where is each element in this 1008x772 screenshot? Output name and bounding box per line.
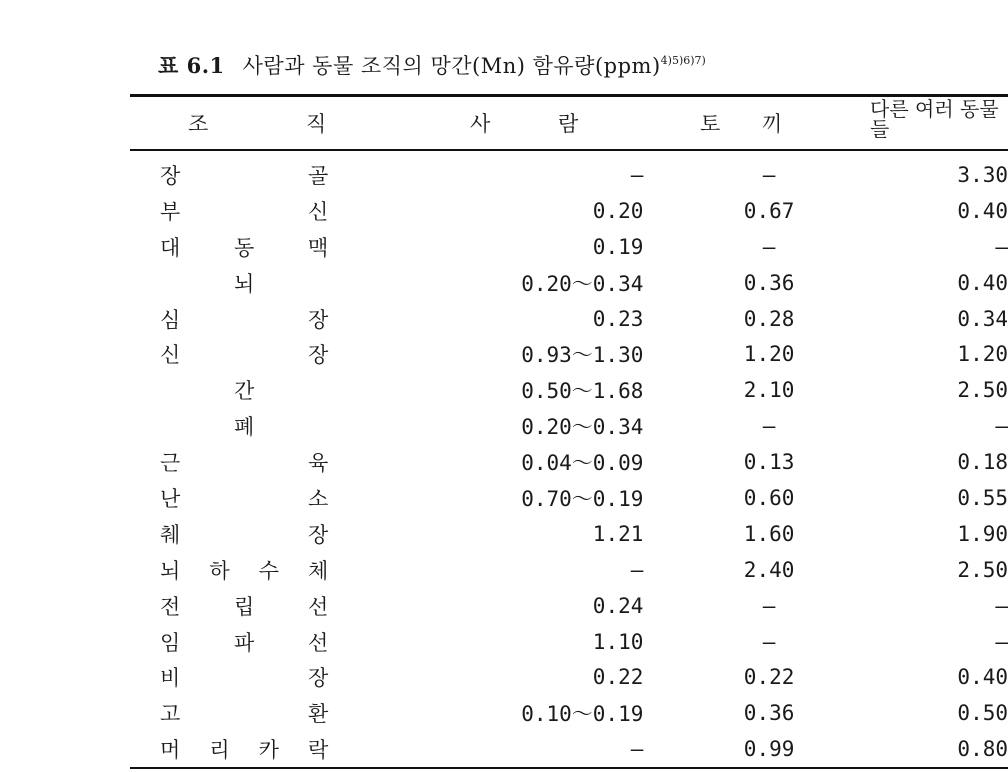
table-row — [130, 552, 1008, 588]
header-tissue — [130, 108, 360, 136]
tissue-cell — [130, 480, 371, 516]
tissue-char: 선 — [308, 630, 329, 655]
table-row — [130, 372, 1008, 408]
spacer — [371, 408, 486, 444]
tissue-cell — [130, 552, 371, 588]
spacer — [371, 659, 486, 695]
table-row — [130, 265, 1008, 301]
tissue-char: 장 — [308, 343, 329, 368]
tissue-char: 동 — [234, 235, 255, 260]
human-value-cell: — — [630, 162, 644, 187]
spacer — [643, 408, 706, 444]
header-char: 조 — [188, 112, 209, 136]
spacer — [643, 731, 706, 767]
spacer — [643, 193, 706, 229]
header-other-animals: 다른 여러 동물들 — [870, 97, 999, 141]
tissue-char: 신 — [160, 343, 181, 368]
tissue-char: 폐 — [234, 415, 255, 440]
spacer — [371, 624, 486, 660]
tissue-cell — [130, 444, 371, 480]
spacer — [643, 444, 706, 480]
tissue-char: 근 — [160, 451, 181, 476]
table-row — [130, 444, 1008, 480]
human-value-cell: 0.50～1.68 — [521, 379, 644, 404]
tissue-char: 락 — [308, 738, 329, 763]
spacer — [643, 229, 706, 265]
spacer — [643, 372, 706, 408]
other-animals-value-cell: 1.90 — [957, 521, 1008, 546]
human-value-cell: 0.20 — [592, 198, 644, 223]
other-animals-value-cell: 1.20 — [957, 342, 1008, 367]
tissue-cell — [130, 588, 371, 624]
table-row — [130, 301, 1008, 337]
tissue-char: 뇌 — [234, 271, 255, 296]
tissue-char: 장 — [308, 666, 329, 691]
human-value-cell: 0.20～0.34 — [521, 415, 644, 440]
human-value-cell: — — [630, 557, 644, 582]
other-animals-value-cell: 3.30 — [957, 162, 1008, 187]
rabbit-value-cell: 0.13 — [743, 450, 795, 475]
rabbit-value-cell: 0.99 — [743, 737, 795, 762]
rabbit-value-cell: — — [762, 234, 776, 259]
rabbit-value-cell: 0.28 — [743, 306, 795, 331]
rabbit-value-cell: 0.36 — [743, 701, 795, 726]
spacer — [371, 229, 486, 265]
tissue-char: 심 — [160, 307, 181, 332]
other-animals-value-cell: 0.80 — [957, 737, 1008, 762]
human-value-cell: 0.23 — [592, 306, 644, 331]
spacer — [371, 265, 486, 301]
spacer — [643, 480, 706, 516]
tissue-char: 하 — [209, 558, 230, 583]
spacer — [371, 336, 486, 372]
tissue-char: 소 — [308, 486, 329, 511]
tissue-char: 육 — [308, 451, 329, 476]
rabbit-value-cell: 0.22 — [743, 665, 795, 690]
rabbit-value-cell: 1.60 — [743, 521, 795, 546]
table-row — [130, 193, 1008, 229]
table-row — [130, 659, 1008, 695]
human-value-cell: 0.22 — [592, 665, 644, 690]
manganese-table — [130, 157, 1008, 767]
spacer — [643, 301, 706, 337]
table-row — [130, 588, 1008, 624]
table-title: 사람과 동물 조직의 망간(Mn) 함유량(ppm) — [242, 54, 661, 78]
tissue-char: 골 — [308, 163, 329, 188]
spacer — [371, 372, 486, 408]
table-number: 표 6.1 — [158, 53, 225, 78]
tissue-char: 수 — [258, 558, 279, 583]
rabbit-value-cell: — — [762, 414, 776, 439]
tissue-char: 부 — [160, 199, 181, 224]
tissue-char: 환 — [308, 702, 329, 727]
header-human — [470, 108, 590, 136]
tissue-cell — [130, 157, 371, 193]
spacer — [371, 193, 486, 229]
tissue-cell — [130, 336, 371, 372]
spacer — [371, 444, 486, 480]
other-animals-value-cell: 0.55 — [957, 485, 1008, 510]
human-value-cell: 1.10 — [592, 629, 644, 654]
tissue-cell — [130, 372, 371, 408]
tissue-char: 선 — [308, 594, 329, 619]
other-animals-value-cell: 0.40 — [957, 270, 1008, 295]
spacer — [643, 336, 706, 372]
tissue-char: 전 — [160, 594, 181, 619]
spacer — [371, 588, 486, 624]
rabbit-value-cell: 0.67 — [743, 198, 795, 223]
spacer — [371, 480, 486, 516]
spacer — [643, 588, 706, 624]
human-value-cell: — — [630, 737, 644, 762]
human-value-cell: 0.19 — [592, 234, 644, 259]
tissue-char: 카 — [258, 738, 279, 763]
table-row — [130, 157, 1008, 193]
spacer — [643, 552, 706, 588]
other-animals-value-cell: 0.18 — [957, 450, 1008, 475]
table-caption — [158, 50, 706, 80]
table-row — [130, 516, 1008, 552]
tissue-char: 장 — [308, 307, 329, 332]
other-animals-value-cell: 0.40 — [957, 665, 1008, 690]
tissue-cell — [130, 695, 371, 731]
tissue-char: 머 — [160, 738, 181, 763]
other-animals-value-cell: — — [995, 629, 1008, 654]
tissue-cell — [130, 516, 371, 552]
human-value-cell: 0.04～0.09 — [521, 451, 644, 476]
tissue-char: 고 — [160, 702, 181, 727]
spacer — [371, 516, 486, 552]
tissue-char: 장 — [160, 163, 181, 188]
tissue-char: 뇌 — [160, 558, 181, 583]
other-animals-value-cell: — — [995, 414, 1008, 439]
rabbit-value-cell: 2.40 — [743, 557, 795, 582]
tissue-char: 립 — [234, 594, 255, 619]
tissue-cell — [130, 301, 371, 337]
other-animals-value-cell: 0.50 — [957, 701, 1008, 726]
header-char: 토 — [700, 112, 721, 136]
spacer — [371, 731, 486, 767]
spacer — [371, 301, 486, 337]
rabbit-value-cell: — — [762, 162, 776, 187]
tissue-char: 비 — [160, 666, 181, 691]
tissue-cell — [130, 193, 371, 229]
other-animals-value-cell: — — [995, 593, 1008, 618]
rabbit-value-cell: 2.10 — [743, 378, 795, 403]
human-value-cell: 0.70～0.19 — [521, 486, 644, 511]
tissue-char: 맥 — [308, 235, 329, 260]
tissue-char: 임 — [160, 630, 181, 655]
rabbit-value-cell: 0.60 — [743, 485, 795, 510]
table-row — [130, 408, 1008, 444]
table-row — [130, 695, 1008, 731]
table-row — [130, 624, 1008, 660]
header-char: 람 — [558, 112, 579, 136]
tissue-char: 장 — [308, 522, 329, 547]
human-value-cell: 0.10～0.19 — [521, 702, 644, 727]
header-char: 끼 — [762, 112, 783, 136]
other-animals-value-cell: 2.50 — [957, 378, 1008, 403]
human-value-cell: 0.24 — [592, 593, 644, 618]
spacer — [643, 516, 706, 552]
tissue-char: 대 — [160, 235, 181, 260]
table-row — [130, 229, 1008, 265]
table-row — [130, 336, 1008, 372]
tissue-cell — [130, 229, 371, 265]
tissue-char: 리 — [209, 738, 230, 763]
other-animals-value-cell: 0.34 — [957, 306, 1008, 331]
tissue-char: 신 — [308, 199, 329, 224]
spacer — [643, 659, 706, 695]
spacer — [643, 695, 706, 731]
tissue-cell — [130, 408, 371, 444]
tissue-cell — [130, 659, 371, 695]
human-value-cell: 1.21 — [592, 521, 644, 546]
header-char: 사 — [470, 112, 491, 136]
table-row — [130, 480, 1008, 516]
table-row — [130, 731, 1008, 767]
other-animals-value-cell: 2.50 — [957, 557, 1008, 582]
tissue-cell — [130, 731, 371, 767]
header-rabbit — [700, 108, 790, 136]
header-rule — [130, 149, 1008, 151]
reference-marks: 4)5)6)7) — [660, 54, 706, 67]
rabbit-value-cell: — — [762, 629, 776, 654]
other-animals-value-cell: — — [995, 234, 1008, 259]
spacer — [643, 624, 706, 660]
tissue-cell — [130, 624, 371, 660]
tissue-char: 파 — [234, 630, 255, 655]
human-value-cell: 0.93～1.30 — [521, 343, 644, 368]
tissue-cell — [130, 265, 371, 301]
rabbit-value-cell: 0.36 — [743, 270, 795, 295]
header-char: 직 — [306, 112, 327, 136]
tissue-char: 췌 — [160, 522, 181, 547]
spacer — [371, 695, 486, 731]
tissue-char: 체 — [308, 558, 329, 583]
spacer — [371, 552, 486, 588]
tissue-char: 간 — [234, 379, 255, 404]
other-animals-value-cell: 0.40 — [957, 198, 1008, 223]
spacer — [643, 157, 706, 193]
rabbit-value-cell: 1.20 — [743, 342, 795, 367]
tissue-char: 난 — [160, 486, 181, 511]
human-value-cell: 0.20～0.34 — [521, 271, 644, 296]
spacer — [643, 265, 706, 301]
bottom-rule — [130, 767, 1008, 769]
spacer — [371, 157, 486, 193]
rabbit-value-cell: — — [762, 593, 776, 618]
